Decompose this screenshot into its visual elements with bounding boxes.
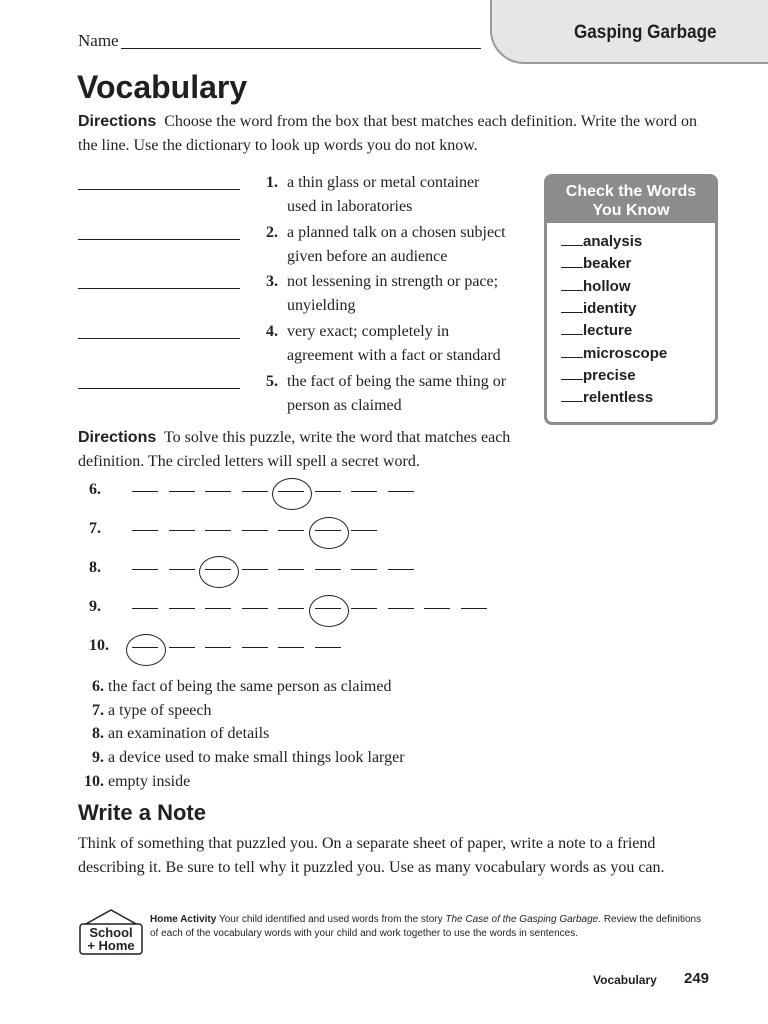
clue-number: 6. <box>92 678 104 695</box>
vocab-word <box>561 367 636 384</box>
clue-text: empty inside <box>108 772 191 790</box>
letter-blank[interactable] <box>132 569 158 570</box>
check-blank[interactable] <box>561 367 583 380</box>
definition-text <box>287 221 549 269</box>
circled-letter <box>126 634 166 666</box>
page-title: Vocabulary <box>77 69 248 105</box>
letter-blank[interactable] <box>205 491 231 492</box>
letter-blank[interactable] <box>205 647 231 648</box>
write-a-note-text: Think of something that puzzled you. On a separate sheet of paper, write a note to a friend describing it. Be sure to tell why it puzzled you. Use as many vocabulary words as you can. <box>78 835 665 876</box>
definition-line: a planned talk on a chosen subject <box>287 224 506 241</box>
write-a-note-title: Write a Note <box>78 800 206 825</box>
vocab-word <box>561 255 631 272</box>
directions-label: Directions <box>78 113 157 130</box>
check-blank[interactable] <box>561 300 583 313</box>
vocab-word <box>561 278 631 295</box>
definition-line: the fact of being the same thing or <box>287 373 507 390</box>
vocab-word-label: microscope <box>583 344 668 362</box>
definition-line: not lessening in strength or pace; <box>287 273 499 290</box>
name-field[interactable] <box>121 48 481 49</box>
letter-blank[interactable] <box>169 647 195 648</box>
logo-line1: School <box>89 925 133 940</box>
definition-number: 1. <box>266 174 278 191</box>
check-blank[interactable] <box>561 322 583 335</box>
answer-line[interactable] <box>78 288 240 289</box>
name-label: Name <box>78 31 119 50</box>
check-blank[interactable] <box>561 345 583 358</box>
word-box <box>544 174 718 425</box>
definition-line: a thin glass or metal container <box>287 174 480 191</box>
answer-line[interactable] <box>78 338 240 339</box>
letter-blank[interactable] <box>351 569 377 570</box>
directions-1 <box>78 110 718 158</box>
vocab-word-label: hollow <box>583 277 631 295</box>
word-box-title <box>547 177 715 223</box>
circled-letter <box>309 517 349 549</box>
page-number: 249 <box>684 970 710 987</box>
clue-number: 8. <box>92 725 104 743</box>
letter-blank[interactable] <box>205 530 231 531</box>
clue-text: a device used to make small things look larger <box>108 749 405 767</box>
home-activity <box>150 913 710 941</box>
puzzle-number: 7. <box>89 520 101 537</box>
word-box-title-line1: Check the Words <box>565 183 697 200</box>
letter-blank[interactable] <box>388 491 414 492</box>
clue-item <box>78 722 269 746</box>
letter-blank[interactable] <box>351 608 377 609</box>
vocab-word <box>561 322 632 339</box>
letter-blank[interactable] <box>242 530 268 531</box>
letter-blank[interactable] <box>132 491 158 492</box>
circled-letter <box>199 556 239 588</box>
clue-text: the fact of being the same person as claimed <box>108 678 392 695</box>
clue-number: 7. <box>92 701 104 719</box>
logo-line2: + Home <box>87 938 135 953</box>
directions-text: Choose the word from the box that best matches each definition. Write the word on the line. Use the dictionary to look up words you do not know. <box>78 113 697 154</box>
school-home-logo <box>78 907 144 959</box>
puzzle-number: 10. <box>89 637 109 654</box>
letter-blank[interactable] <box>242 647 268 648</box>
letter-blank[interactable] <box>242 491 268 492</box>
letter-blank[interactable] <box>388 569 414 570</box>
vocab-word-label: relentless <box>583 389 654 407</box>
letter-blank[interactable] <box>315 491 341 492</box>
answer-line[interactable] <box>78 239 240 240</box>
letter-blank[interactable] <box>169 491 195 492</box>
word-box-title-line2: You Know <box>592 202 670 219</box>
circled-letter <box>272 478 312 510</box>
letter-blank[interactable] <box>169 569 195 570</box>
vocab-word <box>561 300 636 317</box>
home-activity-text1: Your child identified and used words from the story <box>218 914 443 925</box>
check-blank[interactable] <box>561 233 583 246</box>
puzzle-number: 8. <box>89 559 101 576</box>
check-blank[interactable] <box>561 255 583 268</box>
clue-item <box>78 746 405 770</box>
clue-number: 10. <box>84 772 104 790</box>
definition-number: 3. <box>266 273 278 290</box>
vocab-word <box>561 233 642 250</box>
definition-line: given before an audience <box>287 248 448 265</box>
directions-2 <box>78 426 528 474</box>
letter-blank[interactable] <box>132 608 158 609</box>
letter-blank[interactable] <box>132 530 158 531</box>
definition-line: person as claimed <box>287 397 402 414</box>
letter-blank[interactable] <box>351 491 377 492</box>
puzzle-number: 6. <box>89 481 101 498</box>
vocab-word-label: beaker <box>583 255 632 273</box>
home-activity-text2: Review the definitions of each of the vocabulary words with your child and work together to use the words in sentences. <box>150 914 702 939</box>
letter-blank[interactable] <box>169 530 195 531</box>
clue-text: an examination of details <box>108 725 270 743</box>
directions-label: Directions <box>78 429 157 446</box>
vocab-word <box>561 389 653 406</box>
definition-line: unyielding <box>287 297 356 314</box>
letter-blank[interactable] <box>351 530 377 531</box>
letter-blank[interactable] <box>315 569 341 570</box>
footer-label: Vocabulary <box>593 973 657 987</box>
story-title: Gasping Garbage <box>574 22 717 43</box>
clue-item <box>78 699 212 723</box>
definition-number: 2. <box>266 224 278 241</box>
circled-letter <box>309 595 349 627</box>
clue-item <box>78 770 190 794</box>
answer-line[interactable] <box>78 189 240 190</box>
letter-blank[interactable] <box>242 569 268 570</box>
definition-line: used in laboratories <box>287 198 413 215</box>
vocab-word <box>561 345 667 362</box>
puzzle-number: 9. <box>89 598 101 615</box>
check-blank[interactable] <box>561 389 583 402</box>
definition-text <box>287 270 549 318</box>
letter-blank[interactable] <box>388 608 414 609</box>
letter-blank[interactable] <box>205 608 231 609</box>
check-blank[interactable] <box>561 278 583 291</box>
definition-text <box>287 370 549 418</box>
vocab-word-label: identity <box>583 299 637 317</box>
letter-blank[interactable] <box>169 608 195 609</box>
home-activity-label: Home Activity <box>150 914 217 925</box>
letter-blank[interactable] <box>242 608 268 609</box>
vocab-word-label: lecture <box>583 322 633 340</box>
letter-blank[interactable] <box>461 608 487 609</box>
directions-text: To solve this puzzle, write the word that matches each definition. The circled letters will spell a secret word. <box>78 429 511 470</box>
letter-blank[interactable] <box>278 647 304 648</box>
letter-blank[interactable] <box>278 608 304 609</box>
clue-item <box>78 675 391 699</box>
vocab-word-label: analysis <box>583 233 643 250</box>
clue-number: 9. <box>92 749 104 767</box>
letter-blank[interactable] <box>424 608 450 609</box>
definition-number: 5. <box>266 373 278 390</box>
vocab-word-label: precise <box>583 366 636 384</box>
definition-number: 4. <box>266 323 278 340</box>
letter-blank[interactable] <box>315 647 341 648</box>
definition-text <box>287 320 549 368</box>
definition-text <box>287 171 549 219</box>
definition-line: very exact; completely in <box>287 323 450 340</box>
letter-blank[interactable] <box>278 569 304 570</box>
home-activity-story: The Case of the Gasping Garbage. <box>445 914 602 925</box>
definition-line: agreement with a fact or standard <box>287 347 501 364</box>
answer-line[interactable] <box>78 388 240 389</box>
letter-blank[interactable] <box>278 530 304 531</box>
clue-text: a type of speech <box>108 701 212 719</box>
